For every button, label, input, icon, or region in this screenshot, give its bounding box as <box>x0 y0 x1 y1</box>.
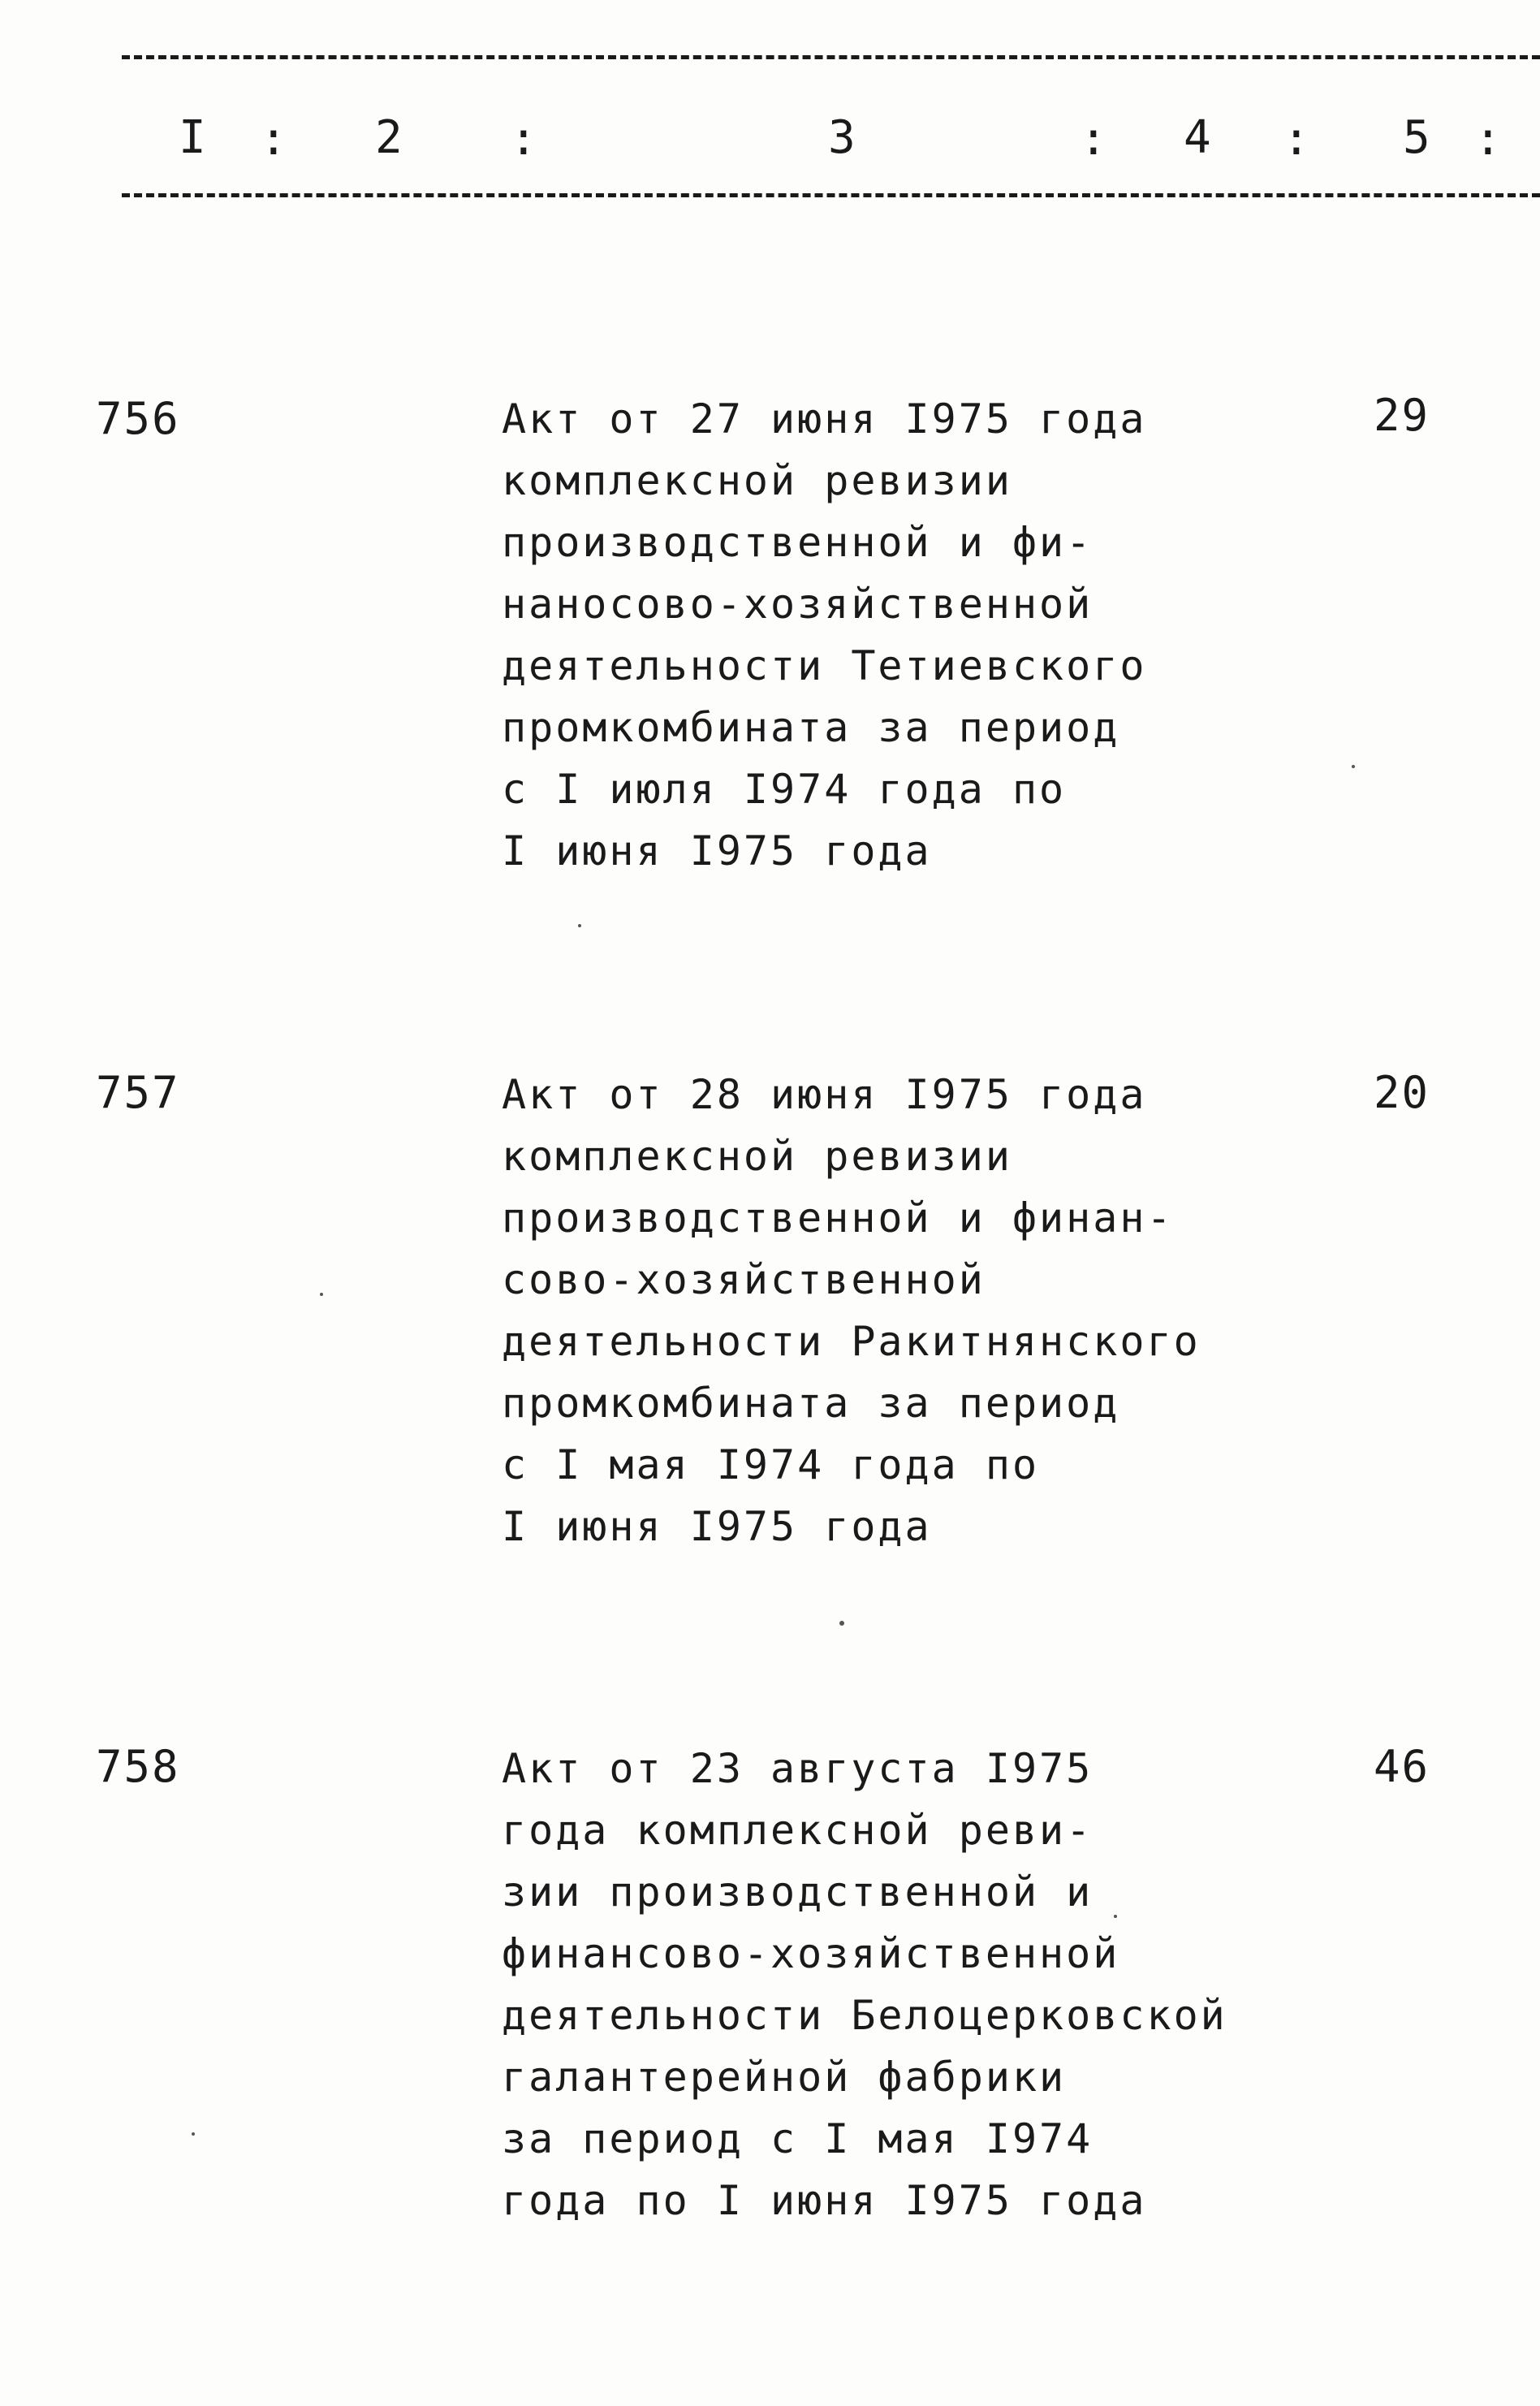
scan-speck <box>320 1293 323 1296</box>
entry-line: деятельности Тетиевского <box>502 642 1147 689</box>
entry-line: Акт от 27 июня I975 года <box>502 395 1147 443</box>
entry-line: с I мая I974 года по <box>502 1441 1040 1488</box>
entry-line: производственной и фи- <box>502 519 1094 566</box>
scan-speck <box>1114 1915 1117 1918</box>
entry-page-count: 20 <box>1374 1067 1430 1118</box>
column-separator: : <box>510 113 537 166</box>
column-separator: : <box>1474 113 1502 166</box>
scan-speck <box>839 1621 844 1626</box>
column-header-2: 2 <box>375 111 404 164</box>
column-header-3: 3 <box>828 111 857 164</box>
entry-line: зии производственной и <box>502 1868 1094 1916</box>
scan-speck <box>192 2132 195 2136</box>
entry-line: сово-хозяйственной <box>502 1256 986 1303</box>
entry-line: за период с I мая I974 <box>502 2115 1094 2162</box>
entry-line: года по I июня I975 года <box>502 2177 1147 2224</box>
entry-line: Акт от 28 июня I975 года <box>502 1071 1147 1118</box>
entry-line: промкомбината за период <box>502 704 1120 751</box>
entry-line: года комплексной реви- <box>502 1807 1094 1854</box>
entry-line: деятельности Белоцерковской <box>502 1992 1227 2039</box>
entry-page-count: 46 <box>1374 1741 1430 1792</box>
entry-line: Акт от 23 августа I975 <box>502 1745 1094 1792</box>
entry-line: I июня I975 года <box>502 1503 932 1550</box>
column-header-1: I <box>179 111 208 164</box>
entry-page-count: 29 <box>1374 390 1430 441</box>
entry-line: с I июля I974 года по <box>502 766 1067 813</box>
entry-description <box>502 1064 1232 1557</box>
entry-line: комплексной ревизии <box>502 457 1012 504</box>
entry-line: производственной и финан- <box>502 1194 1174 1242</box>
scan-speck <box>1352 765 1355 768</box>
column-separator: : <box>260 113 287 166</box>
entry-line: I июня I975 года <box>502 827 932 875</box>
entry-description <box>502 388 1232 882</box>
entry-description <box>502 1738 1232 2231</box>
entry-line: финансово-хозяйственной <box>502 1930 1120 1977</box>
entry-line: комплексной ревизии <box>502 1133 1012 1180</box>
column-separator: : <box>1283 113 1310 166</box>
header-bottom-rule <box>122 193 1540 197</box>
column-separator: : <box>1080 113 1107 166</box>
header-top-rule <box>122 55 1540 59</box>
column-header-5: 5 <box>1403 111 1432 164</box>
entry-line: деятельности Ракитнянского <box>502 1318 1201 1365</box>
column-header-4: 4 <box>1184 111 1213 164</box>
entry-line: наносово-хозяйственной <box>502 581 1094 628</box>
entry-line: промкомбината за период <box>502 1380 1120 1427</box>
entry-number: 757 <box>96 1067 180 1118</box>
entry-number: 756 <box>96 393 180 444</box>
entry-number: 758 <box>96 1741 180 1792</box>
scan-speck <box>578 924 581 927</box>
entry-line: галантерейной фабрики <box>502 2054 1067 2101</box>
